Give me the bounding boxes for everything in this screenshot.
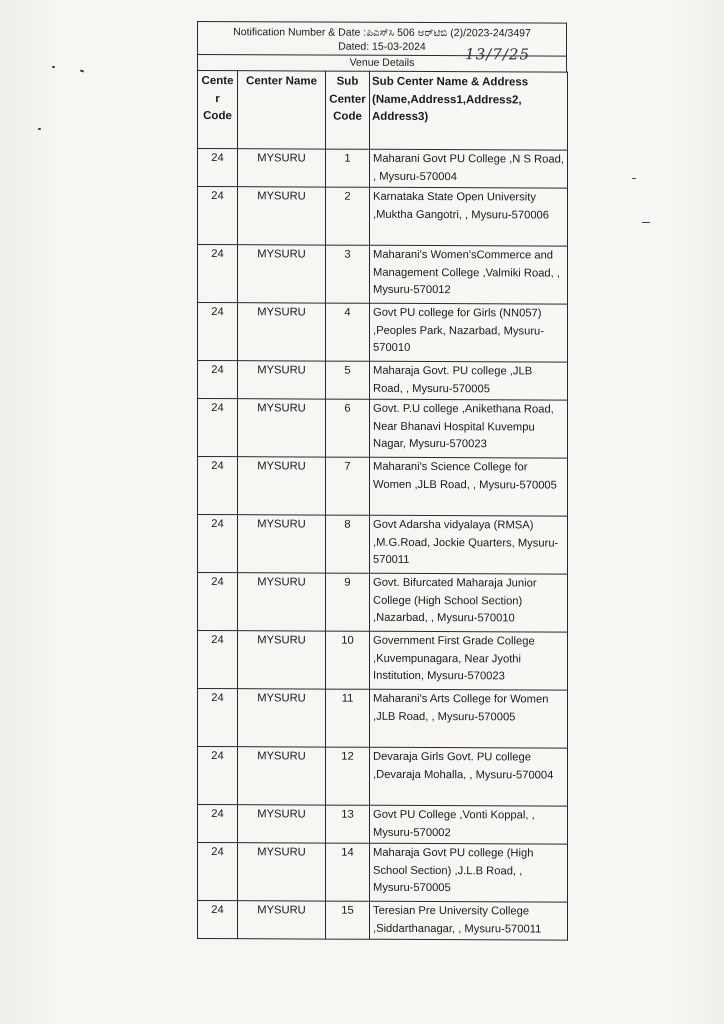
table-row: [198, 843, 568, 903]
notification-number: Notification Number & Date :ಪಿಎಸ್‌ಸಿ 506 ಅರ್‌ಟಿಬಿ (2)/2023-24/3497: [233, 26, 531, 40]
cell-center-code: 24: [198, 805, 238, 843]
cell-sub-center-code: 10: [326, 631, 370, 689]
cell-center-code: 24: [198, 303, 238, 361]
cell-sub-center-code: 14: [326, 843, 370, 901]
cell-sub-center-code: 3: [326, 245, 370, 303]
cell-sub-center-code: 1: [326, 149, 370, 187]
table-body: [198, 149, 568, 941]
cell-sub-center-address: Govt PU College ,Vonti Koppal, , Mysuru-570002: [370, 805, 568, 844]
cell-center-name: MYSURU: [238, 901, 326, 939]
cell-sub-center-code: 6: [326, 399, 370, 457]
cell-sub-center-address: Maharaja Govt. PU college ,JLB Road, , Mysuru-570005: [370, 361, 568, 400]
cell-sub-center-code: 15: [326, 901, 370, 939]
cell-sub-center-address: Maharani's Arts College for Women ,JLB Road, , Mysuru-570005: [370, 689, 568, 748]
cell-sub-center-address: Karnataka State Open University ,Muktha Gangotri, , Mysuru-570006: [370, 187, 568, 246]
cell-sub-center-code: 7: [326, 457, 370, 515]
cell-sub-center-code: 4: [326, 303, 370, 361]
cell-sub-center-address: Maharani's Women'sCommerce and Management College ,Valmiki Road, , Mysuru-570012: [370, 245, 568, 304]
cell-sub-center-address: Government First Grade College ,Kuvempunagara, Near Jyothi Institution, Mysuru-570023: [370, 631, 568, 690]
cell-sub-center-address: Maharani's Science College for Women ,JLB Road, , Mysuru-570005: [370, 457, 568, 516]
table-row: [198, 149, 568, 189]
venue-document: [197, 21, 567, 941]
cell-center-name: MYSURU: [238, 805, 326, 843]
cell-center-code: 24: [198, 187, 238, 245]
cell-sub-center-address: Govt PU college for Girls (NN057) ,Peoples Park, Nazarbad, Mysuru-570010: [370, 303, 568, 362]
cell-sub-center-code: 11: [326, 689, 370, 747]
cell-center-name: MYSURU: [238, 631, 326, 689]
cell-center-code: 24: [198, 399, 238, 457]
table-row: [198, 689, 568, 749]
cell-center-code: 24: [198, 843, 238, 901]
cell-sub-center-address: Govt. P.U college ,Anikethana Road, Near Bhanavi Hospital Kuvempu Nagar, Mysuru-570023: [370, 399, 568, 458]
cell-center-code: 24: [198, 515, 238, 573]
header-center-name: Center Name: [238, 71, 326, 149]
cell-center-code: 24: [198, 457, 238, 515]
notification-date: Dated: 15-03-2024: [338, 40, 426, 53]
table-row: [198, 457, 568, 517]
cell-center-name: MYSURU: [238, 515, 326, 573]
table-row: [198, 187, 568, 247]
cell-center-name: MYSURU: [238, 149, 326, 187]
table-row: [198, 303, 568, 363]
cell-sub-center-code: 13: [326, 805, 370, 843]
cell-center-name: MYSURU: [238, 457, 326, 515]
cell-sub-center-address: Maharani Govt PU College ,N S Road, , Mysuru-570004: [370, 149, 568, 188]
cell-sub-center-code: 8: [326, 515, 370, 573]
cell-sub-center-code: 12: [326, 747, 370, 805]
cell-sub-center-code: 5: [326, 361, 370, 399]
cell-center-name: MYSURU: [238, 361, 326, 399]
table-row: [198, 631, 568, 691]
cell-sub-center-address: Teresian Pre University College ,Siddarthanagar, , Mysuru-570011: [370, 901, 568, 940]
cell-sub-center-address: Maharaja Govt PU college (High School Section) ,J.L.B Road, , Mysuru-570005: [370, 843, 568, 902]
table-row: [198, 515, 568, 575]
table-row: [198, 245, 568, 305]
cell-center-name: MYSURU: [238, 573, 326, 631]
scan-speck: [80, 69, 84, 72]
cell-center-code: 24: [198, 245, 238, 303]
cell-center-code: 24: [198, 361, 238, 399]
cell-sub-center-code: 2: [326, 187, 370, 245]
cell-center-name: MYSURU: [238, 399, 326, 457]
cell-sub-center-code: 9: [326, 573, 370, 631]
venue-details-label: Venue Details: [349, 56, 415, 69]
table-row: [198, 901, 568, 941]
table-row: [198, 573, 568, 633]
cell-center-code: 24: [198, 901, 238, 939]
table-row: [198, 361, 568, 401]
cell-sub-center-address: Govt. Bifurcated Maharaja Junior College (High School Section) ,Nazarbad, , Mysuru-570010: [370, 573, 568, 632]
venue-table: [197, 70, 568, 941]
cell-center-code: 24: [198, 631, 238, 689]
scan-speck: [632, 178, 636, 179]
header-center-code: Cente r Code: [198, 71, 238, 149]
cell-center-name: MYSURU: [238, 303, 326, 361]
cell-center-name: MYSURU: [238, 187, 326, 245]
scan-speck: [642, 222, 650, 223]
cell-center-code: 24: [198, 747, 238, 805]
scan-speck: [52, 66, 55, 68]
cell-sub-center-address: Govt Adarsha vidyalaya (RMSA) ,M.G.Road, Jockie Quarters, Mysuru-570011: [370, 515, 568, 574]
cell-center-name: MYSURU: [238, 689, 326, 747]
cell-center-code: 24: [198, 689, 238, 747]
cell-center-code: 24: [198, 149, 238, 187]
scan-speck: [38, 128, 41, 130]
table-header-row: [198, 71, 568, 151]
header-sub-center-code: Sub Center Code: [326, 71, 370, 149]
header-sub-center-address: Sub Center Name & Address (Name,Address1,Address2, Address3): [370, 71, 568, 150]
handwritten-date: 13/7/25: [465, 45, 530, 64]
cell-center-name: MYSURU: [238, 747, 326, 805]
cell-center-name: MYSURU: [238, 245, 326, 303]
table-row: [198, 805, 568, 845]
table-row: [198, 399, 568, 459]
cell-center-name: MYSURU: [238, 843, 326, 901]
cell-sub-center-address: Devaraja Girls Govt. PU college ,Devaraja Mohalla, , Mysuru-570004: [370, 747, 568, 806]
cell-center-code: 24: [198, 573, 238, 631]
table-row: [198, 747, 568, 807]
